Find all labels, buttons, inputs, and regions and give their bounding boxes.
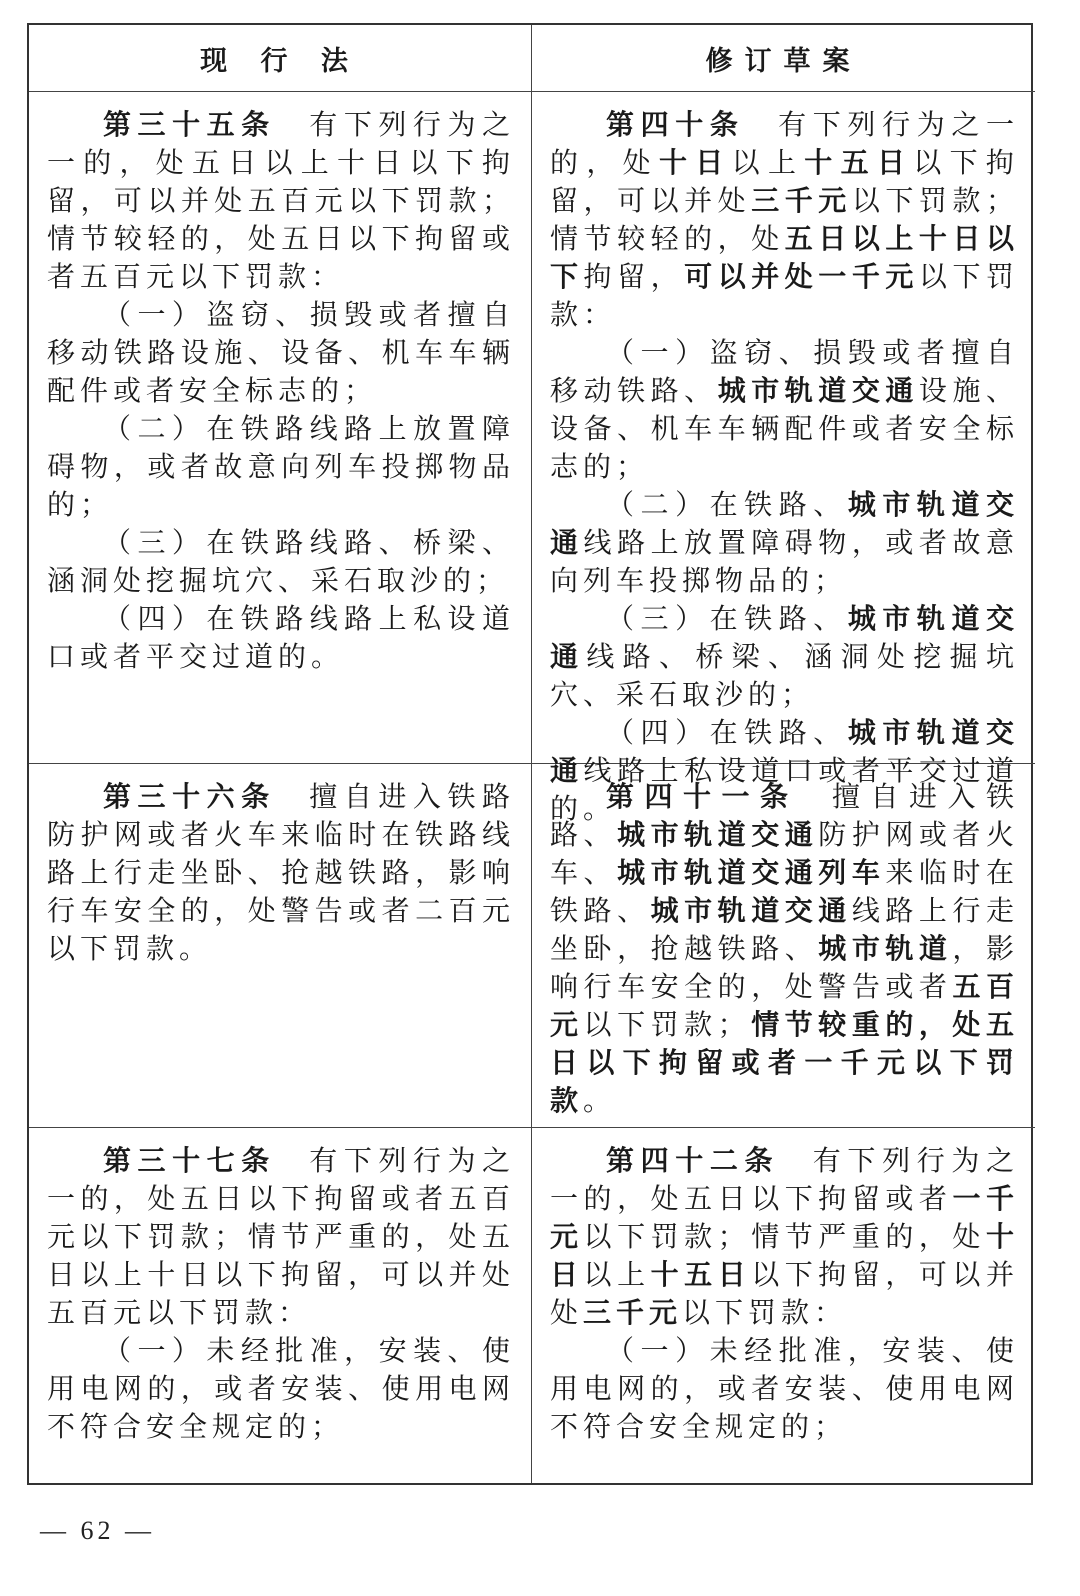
amended-text: 城市轨道交通	[717, 374, 919, 407]
article-number: 第四十一条	[606, 780, 799, 813]
amended-text: 五百元	[550, 970, 1019, 1041]
clause-text: （二）在铁路、	[606, 488, 848, 521]
clause-paragraph	[47, 296, 515, 410]
amended-text: 城市轨道交通列车	[617, 856, 886, 889]
amended-text: 城市轨道交通	[550, 602, 1019, 673]
amended-text: 城市轨道交通	[617, 818, 819, 851]
amended-text: 城市轨道交通	[650, 894, 852, 927]
clause-paragraph	[47, 106, 515, 296]
clause-text: 擅自进入铁路防护网或者火车来临时在铁路线路上行走坐卧、抢越铁路，影响行车安全的，处警告或者二百元以下罚款。	[47, 780, 515, 965]
clause-text: ，影响行车安全的，处警告或者	[550, 932, 1019, 1003]
clause-text: 。	[583, 1084, 617, 1117]
clause-text: （一）盗窃、损毁或者擅自移动铁路、	[550, 336, 1019, 407]
clause-paragraph	[550, 486, 1019, 600]
clause-text: 以上	[583, 1258, 651, 1291]
clause-text: 以下罚款；	[583, 1008, 751, 1041]
clause-text: 以下罚款；情节严重的，处	[583, 1220, 986, 1253]
clause-text: 来临时在铁路、	[550, 856, 1019, 927]
clause-text: 以下拘留，可以并处	[550, 146, 1019, 217]
row-1-current	[29, 92, 532, 764]
clause-text: 以下罚款；情节较轻的，处	[550, 184, 1019, 255]
clause-text: 以下拘留，可以并处	[550, 1258, 1019, 1329]
clause-text: 线路、桥梁、涵洞处挖掘坑穴、采石取沙的；	[550, 640, 1019, 711]
clause-text: （三）在铁路线路、桥梁、涵洞处挖掘坑穴、采石取沙的；	[47, 526, 515, 597]
amended-text: 十日	[658, 146, 732, 179]
amended-text: 十五日	[804, 146, 914, 179]
clause-paragraph	[550, 1332, 1019, 1446]
header-current-law: 现 行 法	[29, 25, 532, 92]
clause-paragraph	[550, 600, 1019, 714]
article-number: 第三十七条	[103, 1144, 276, 1177]
clause-text: 有下列行为之一的，处五日以上十日以下拘留，可以并处五百元以下罚款；情节较轻的，处五日以下拘留或者五百元以下罚款：	[47, 108, 515, 293]
amended-text: 十日	[550, 1220, 1019, 1291]
clause-paragraph	[47, 524, 515, 600]
row-3-current	[29, 1128, 532, 1483]
row-2-current	[29, 764, 532, 1128]
clause-paragraph	[47, 410, 515, 524]
clause-text: 以下罚款：	[682, 1296, 848, 1329]
clause-text: （一）盗窃、损毁或者擅自移动铁路设施、设备、机车车辆配件或者安全标志的；	[47, 298, 515, 407]
clause-paragraph	[550, 778, 1019, 1120]
clause-text: （二）在铁路线路上放置障碍物，或者故意向列车投掷物品的；	[47, 412, 515, 521]
clause-text: 拘留，	[583, 260, 685, 293]
clause-text: 防护网或者火车、	[550, 818, 1019, 889]
clause-text: 有下列行为之一的，处五日以下拘留或者	[550, 1144, 1019, 1215]
clause-paragraph	[550, 334, 1019, 486]
amended-text: 三千元	[751, 184, 852, 217]
clause-paragraph	[550, 106, 1019, 334]
amended-text: 五日以上十日以下	[550, 222, 1019, 293]
amended-text: 情节较重的，处五日以下拘留或者一千元以下罚款	[550, 1008, 1019, 1117]
clause-text: 线路上放置障碍物，或者故意向列车投掷物品的；	[550, 526, 1019, 597]
footer-dash-left: —	[40, 1516, 70, 1545]
clause-text: （三）在铁路、	[606, 602, 848, 635]
clause-text: 以上	[731, 146, 805, 179]
header-draft-revision: 修订草案	[532, 25, 1035, 92]
clause-paragraph	[47, 778, 515, 968]
clause-text: （四）在铁路线路上私设道口或者平交过道的。	[47, 602, 515, 673]
page-footer	[40, 1516, 155, 1546]
clause-text: 有下列行为之一的，处五日以下拘留或者五百元以下罚款；情节严重的，处五日以上十日以下拘留，可以并处五百元以下罚款：	[47, 1144, 515, 1329]
clause-paragraph	[550, 1142, 1019, 1332]
amended-text: 城市轨道交通	[550, 488, 1019, 559]
clause-text: 以下罚款：	[550, 260, 1019, 331]
amended-text: 一千元	[550, 1182, 1019, 1253]
clause-text: （一）未经批准，安装、使用电网的，或者安装、使用电网不符合安全规定的；	[550, 1334, 1019, 1443]
row-3-draft	[532, 1128, 1035, 1483]
clause-text: （一）未经批准，安装、使用电网的，或者安装、使用电网不符合安全规定的；	[47, 1334, 515, 1443]
footer-dash-right: —	[125, 1516, 155, 1545]
clause-text: 擅自进入铁路、	[550, 780, 1019, 851]
clause-paragraph	[47, 1332, 515, 1446]
article-number: 第四十二条	[606, 1144, 780, 1177]
amended-text: 可以并处一千元	[684, 260, 919, 293]
article-number: 第三十五条	[103, 108, 276, 141]
amended-text: 城市轨道	[818, 932, 953, 965]
page-number: 62	[80, 1516, 115, 1545]
clause-paragraph	[47, 1142, 515, 1332]
article-number: 第四十条	[606, 108, 745, 141]
clause-paragraph	[47, 600, 515, 676]
article-number: 第三十六条	[103, 780, 276, 813]
clause-text: （四）在铁路、	[606, 716, 848, 749]
row-2-draft	[532, 764, 1035, 1128]
clause-text: 设施、设备、机车车辆配件或者安全标志的；	[550, 374, 1019, 483]
clause-text: 线路上私设道口或者平交过道的。	[550, 754, 1019, 825]
amended-text: 三千元	[583, 1296, 683, 1329]
clause-text: 线路上行走坐卧，抢越铁路、	[550, 894, 1019, 965]
amended-text: 城市轨道交通	[550, 716, 1019, 787]
amended-text: 十五日	[650, 1258, 752, 1291]
clause-text: 有下列行为之一的，处	[550, 108, 1019, 179]
comparison-table	[27, 23, 1033, 1485]
